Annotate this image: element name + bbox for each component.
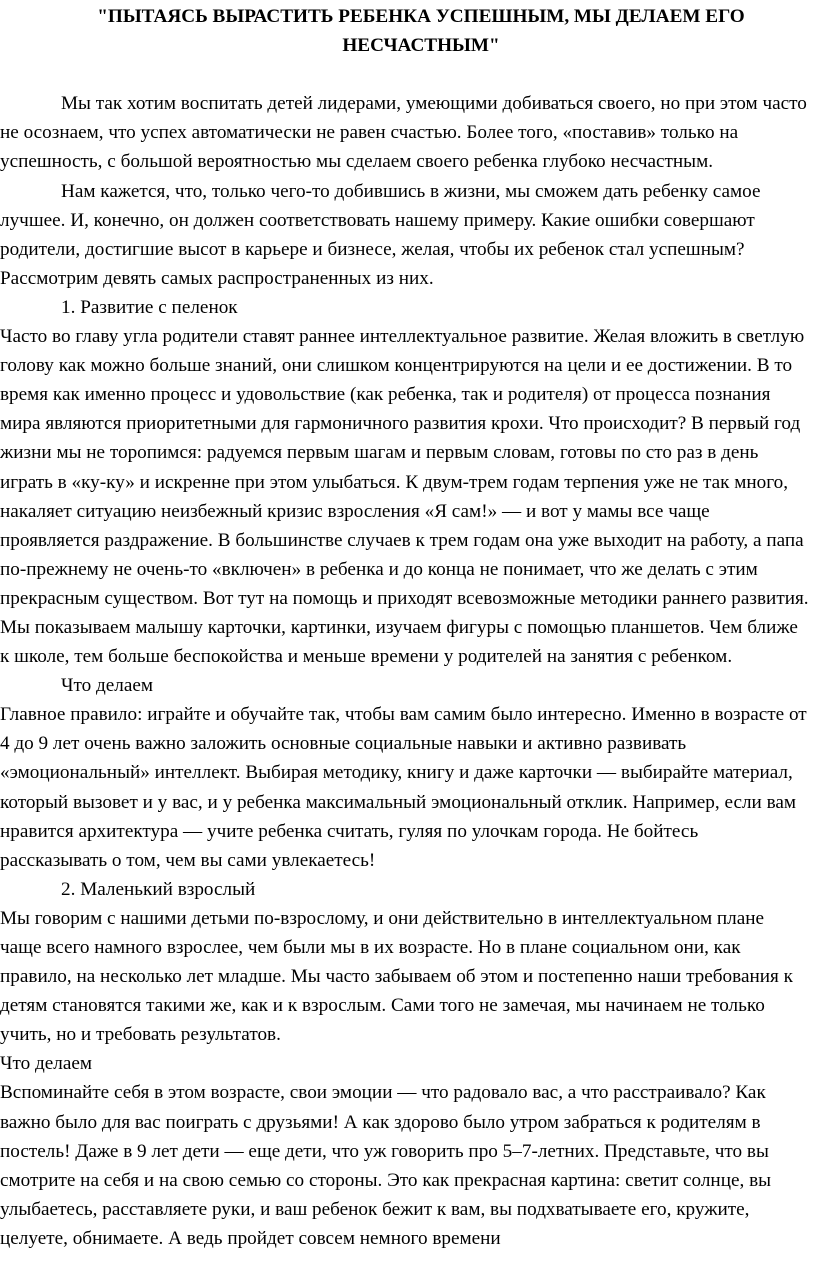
title-spacer: [0, 60, 810, 89]
intro-paragraph-1: Мы так хотим воспитать детей лидерами, умеющими добиваться своего, но при этом часто не осознаем, что успех автоматически не равен счастью. Более того, «поставив» только на успешность, с большой вероятностью мы сделаем своего ребенка глубоко несчастным.: [0, 93, 807, 173]
section-2-what-heading: Что делаем: [0, 1053, 93, 1075]
section-2-what-body: Вспоминайте себя в этом возрасте, свои эмоции — что радовало вас, а что расстраивало? Как важно было для вас поиграть с друзьями! А как здорово было утром забраться к родителям в постель! Даже в 9 лет дети — еще дети, что уж говорить про 5–7-летних. Представьте, что вы смотрите на себя и на свою семью со стороны. Это как прекрасная картина: светит солнце, вы улыбаетесь, расставляете руки, и ваш ребенок бежит к вам, вы подхватываете его, кружите, целуете, обнимаете. А ведь пройдет совсем немного времени: [0, 1082, 772, 1249]
section-1-what-body: Главное правило: играйте и обучайте так, чтобы вам самим было интересно. Именно в возрасте от 4 до 9 лет очень важно заложить основные социальные навыки и активно развивать «эмоциональный» интеллект. Выбирая методику, книгу и даже карточки — выбирайте материал, который вызовет и у вас, и у ребенка максимальный эмоциональный отклик. Например, если вам нравится архитектура — учите ребенка считать, гуляя по улочкам города. Не бойтесь рассказывать о том, чем вы сами увлекаетесь!: [0, 704, 807, 871]
section-1-what-heading: Что делаем: [61, 675, 154, 697]
document-title: "ПЫТАЯСЬ ВЫРАСТИТЬ РЕБЕНКА УСПЕШНЫМ, МЫ ДЕЛАЕМ ЕГО НЕСЧАСТНЫМ": [97, 6, 745, 57]
section-1-body: Часто во главу угла родители ставят раннее интеллектуальное развитие. Желая вложить в светлую голову как можно больше знаний, они слишком концентрируются на цели и ее достижении. В то время как именно процесс и удовольствие (как ребенка, так и родителя) от процесса познания мира являются приоритетными для гармоничного развития крохи. Что происходит? В первый год жизни мы не торопимся: радуемся первым шагам и первым словам, готовы по сто раз в день играть в «ку-ку» и искренне при этом улыбаться. К двум-трем годам терпения уже не так много, накаляет ситуацию неизбежный кризис взросления «Я сам!» — и вот у мамы все чаще проявляется раздражение. В большинстве случаев к трем годам она уже выходит на работу, а папа по-прежнему не очень-то «включен» в ребенка и до конца не понимает, что же делать с этим прекрасным существом. Вот тут на помощь и приходят всевозможные методики раннего развития. Мы показываем малышу карточки, картинки, изучаем фигуры с помощью планшетов. Чем ближе к школе, тем больше беспокойства и меньше времени у родителей на занятия с ребенком.: [0, 326, 809, 668]
section-2-heading: 2. Маленький взрослый: [61, 878, 256, 900]
intro-paragraph-2: Нам кажется, что, только чего-то добившись в жизни, мы сможем дать ребенку самое лучшее. И, конечно, он должен соответствовать нашему примеру. Какие ошибки совершают родители, достигшие высот в карьере и бизнесе, желая, чтобы их ребенок стал успешным? Рассмотрим девять самых распространенных из них.: [0, 180, 761, 289]
section-2-body: Мы говорим с нашими детьми по-взрослому, и они действительно в интеллектуальном плане чаще всего намного взрослее, чем были мы в их возрасте. Но в плане социальном они, как правило, на несколько лет младше. Мы часто забываем об этом и постепенно наши требования к детям становятся такими же, как и к взрослым. Сами того не замечая, мы начинаем не только учить, но и требовать результатов.: [0, 907, 793, 1046]
section-1-heading: 1. Развитие с пеленок: [61, 296, 238, 318]
